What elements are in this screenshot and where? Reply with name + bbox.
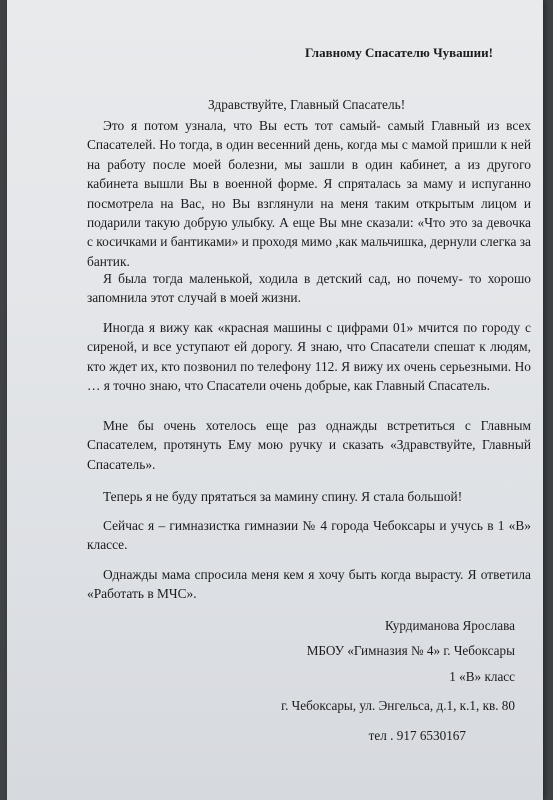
signature-school: МБОУ «Гимназия № 4» г. Чебоксары — [306, 643, 515, 658]
letter-paragraph: Теперь я не буду прятаться за мамину спину. Я стала большой! — [103, 489, 463, 504]
letter-greeting: Здравствуйте, Главный Спасатель! — [208, 97, 406, 112]
letter-addressee: Главному Спасателю Чувашии! — [305, 45, 493, 60]
signature-address: г. Чебоксары, ул. Энгельса, д.1, к.1, кв. 80 — [281, 698, 515, 713]
signature-class: 1 «В» класс — [449, 669, 515, 684]
letter-paragraph: Сейчас я – гимназистка гимназии № 4 города Чебоксары и учусь в 1 «В» классе. — [87, 518, 531, 553]
letter-paragraph: Мне бы очень хотелось еще раз однажды встретиться с Главным Спасателем, протянуть Ему мою ручку и сказать «Здравствуйте, Главный Спасатель». — [87, 418, 531, 472]
letter-paragraph: Иногда я вижу как «красная машины с цифрами 01» мчится по городу с сиреной, и все уступают ей дорогу. Я знаю, что Спасатели спешат к людям, кто ждет их, кто позвонил по телефону 112. Я вижу их очень серьезными. Но … я точно знаю, что Спасатели очень добрые, как Главный Спасатель. — [87, 320, 531, 394]
signature-name: Курдиманова Ярослава — [384, 618, 515, 633]
letter-paragraph: Однажды мама спросила меня кем я хочу быть когда вырасту. Я ответила «Работать в МЧС». — [87, 567, 531, 602]
letter-paragraph: Это я потом узнала, что Вы есть тот самый- самый Главный из всех Спасателей. Но тогда, в один весенний день, когда мы с мамой пришли к ней на работу после моей болезни, мы зашли в один кабинет, а из другого кабинета вышли Вы в военной форме. Я спряталась за маму и испуганно посмотрела на Вас, но Вы взглянули на меня таким открытым лицом и подарили такую добрую улыбку. А еще Вы мне сказали: «Что это за девочка с косичками и бантиками» и проходя мимо ,как мальчишка, дернули слегка за бантик. — [87, 118, 531, 269]
letter-page — [7, 0, 543, 800]
letter-paragraph: Я была тогда маленькой, ходила в детский сад, но почему- то хорошо запомнила этот случай в моей жизни. — [87, 271, 531, 306]
signature-phone: тел . 917 6530167 — [368, 728, 466, 743]
